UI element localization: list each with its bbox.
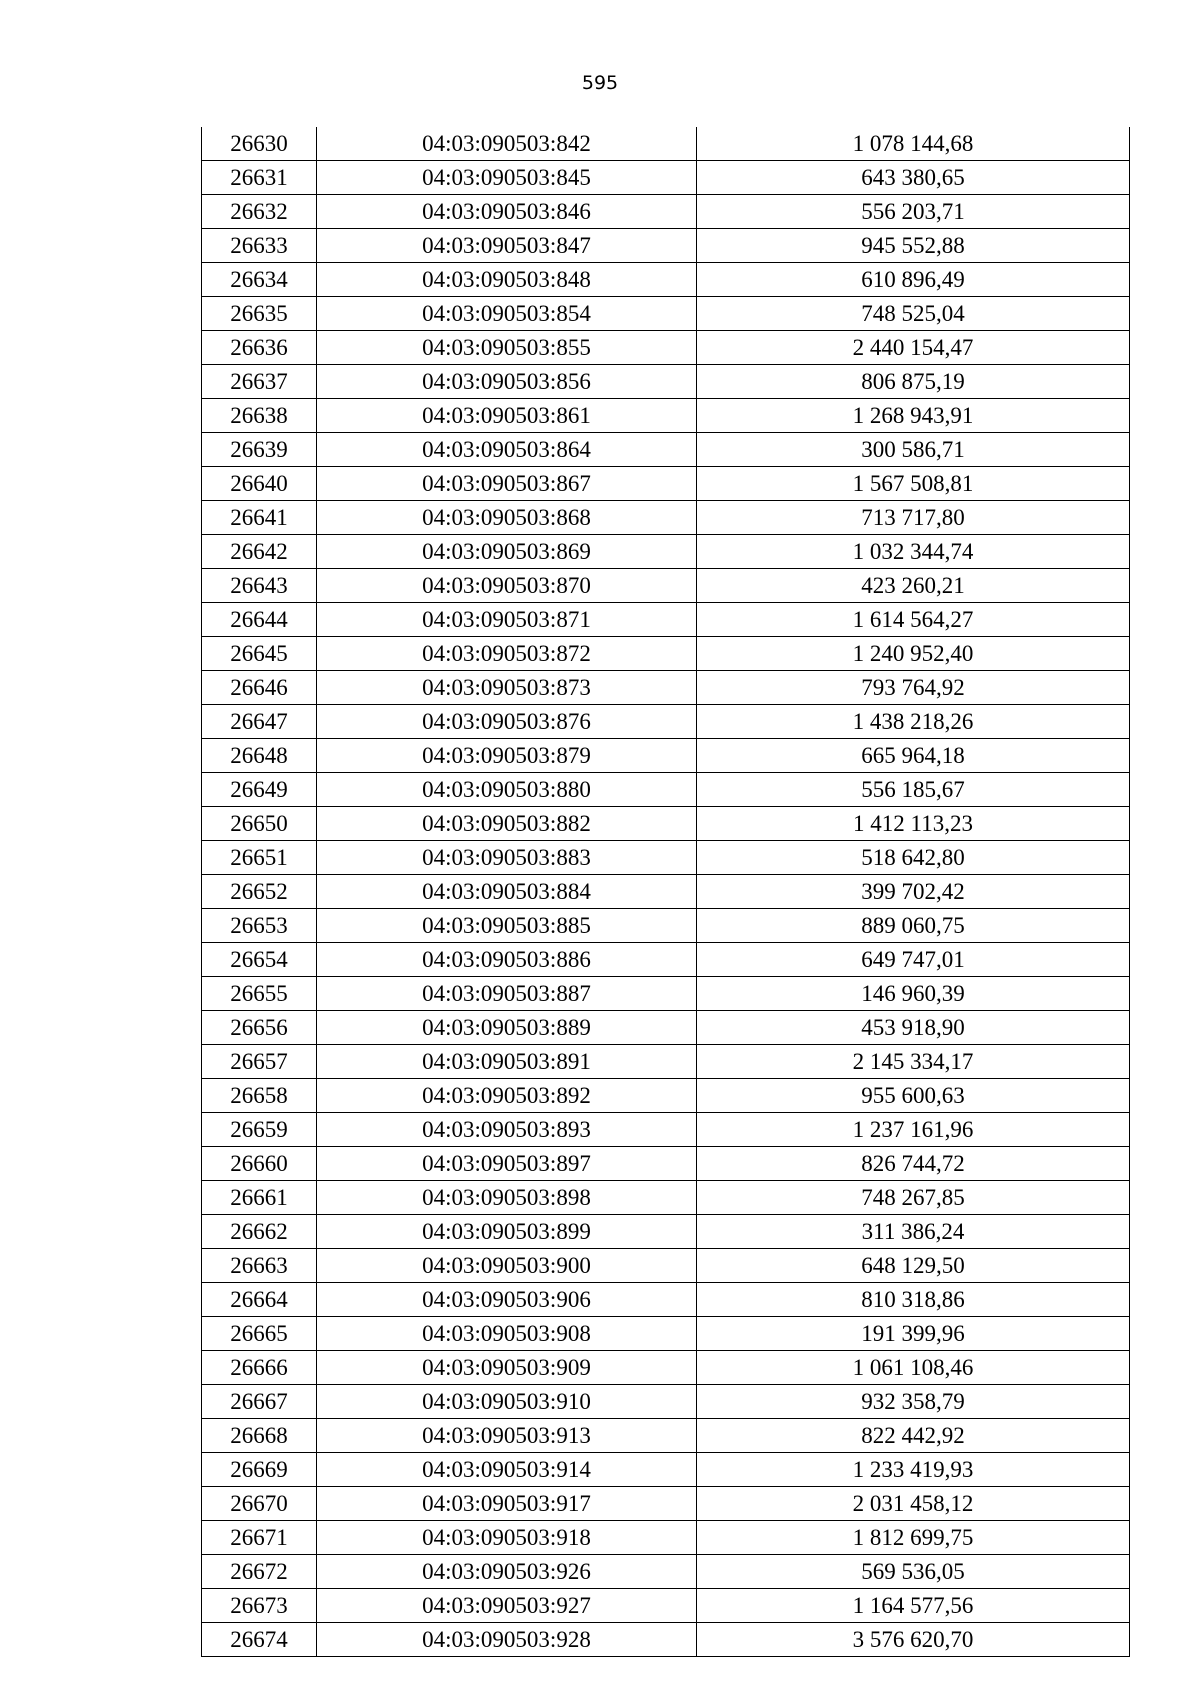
- table-row: [202, 773, 1130, 807]
- table-row: [202, 875, 1130, 909]
- cadastral-number-cell: 04:03:090503:918: [317, 1521, 697, 1555]
- cadastral-value-cell: 3 576 620,70: [697, 1623, 1130, 1657]
- row-number-cell: 26638: [202, 399, 317, 433]
- table-row: [202, 1487, 1130, 1521]
- cadastral-value-cell: 713 717,80: [697, 501, 1130, 535]
- table-row: [202, 943, 1130, 977]
- table-row: [202, 739, 1130, 773]
- cadastral-value-cell: 748 267,85: [697, 1181, 1130, 1215]
- cadastral-number-cell: 04:03:090503:864: [317, 433, 697, 467]
- row-number-cell: 26636: [202, 331, 317, 365]
- row-number-cell: 26641: [202, 501, 317, 535]
- cadastral-number-cell: 04:03:090503:883: [317, 841, 697, 875]
- table-row: [202, 1555, 1130, 1589]
- table-row: [202, 1589, 1130, 1623]
- cadastral-value-cell: 649 747,01: [697, 943, 1130, 977]
- row-number-cell: 26666: [202, 1351, 317, 1385]
- cadastral-value-cell: 806 875,19: [697, 365, 1130, 399]
- row-number-cell: 26635: [202, 297, 317, 331]
- row-number-cell: 26639: [202, 433, 317, 467]
- cadastral-value-cell: 1 078 144,68: [697, 127, 1130, 161]
- cadastral-value-cell: 556 203,71: [697, 195, 1130, 229]
- row-number-cell: 26634: [202, 263, 317, 297]
- row-number-cell: 26659: [202, 1113, 317, 1147]
- cadastral-number-cell: 04:03:090503:872: [317, 637, 697, 671]
- cadastral-number-cell: 04:03:090503:917: [317, 1487, 697, 1521]
- cadastral-number-cell: 04:03:090503:880: [317, 773, 697, 807]
- cadastral-value-cell: 826 744,72: [697, 1147, 1130, 1181]
- table-row: [202, 909, 1130, 943]
- table-row: [202, 1079, 1130, 1113]
- table-row: [202, 399, 1130, 433]
- table-row: [202, 433, 1130, 467]
- cadastral-value-cell: 1 237 161,96: [697, 1113, 1130, 1147]
- table-row: [202, 195, 1130, 229]
- cadastral-number-cell: 04:03:090503:897: [317, 1147, 697, 1181]
- cadastral-number-cell: 04:03:090503:879: [317, 739, 697, 773]
- row-number-cell: 26654: [202, 943, 317, 977]
- cadastral-number-cell: 04:03:090503:898: [317, 1181, 697, 1215]
- cadastral-value-cell: 1 268 943,91: [697, 399, 1130, 433]
- cadastral-value-cell: 2 440 154,47: [697, 331, 1130, 365]
- cadastral-number-cell: 04:03:090503:900: [317, 1249, 697, 1283]
- table-row: [202, 331, 1130, 365]
- table-row: [202, 977, 1130, 1011]
- cadastral-number-cell: 04:03:090503:884: [317, 875, 697, 909]
- cadastral-value-cell: 1 812 699,75: [697, 1521, 1130, 1555]
- cadastral-value-cell: 610 896,49: [697, 263, 1130, 297]
- cadastral-value-cell: 810 318,86: [697, 1283, 1130, 1317]
- cadastral-number-cell: 04:03:090503:906: [317, 1283, 697, 1317]
- cadastral-value-cell: 665 964,18: [697, 739, 1130, 773]
- cadastral-number-cell: 04:03:090503:882: [317, 807, 697, 841]
- table-row: [202, 807, 1130, 841]
- cadastral-number-cell: 04:03:090503:886: [317, 943, 697, 977]
- row-number-cell: 26667: [202, 1385, 317, 1419]
- row-number-cell: 26664: [202, 1283, 317, 1317]
- cadastral-value-cell: 191 399,96: [697, 1317, 1130, 1351]
- row-number-cell: 26650: [202, 807, 317, 841]
- table-row: [202, 1249, 1130, 1283]
- row-number-cell: 26658: [202, 1079, 317, 1113]
- table-row: [202, 569, 1130, 603]
- table-row: [202, 467, 1130, 501]
- row-number-cell: 26669: [202, 1453, 317, 1487]
- row-number-cell: 26632: [202, 195, 317, 229]
- cadastral-value-cell: 453 918,90: [697, 1011, 1130, 1045]
- table-row: [202, 1521, 1130, 1555]
- cadastral-value-cell: 2 145 334,17: [697, 1045, 1130, 1079]
- row-number-cell: 26633: [202, 229, 317, 263]
- cadastral-number-cell: 04:03:090503:870: [317, 569, 697, 603]
- cadastral-number-cell: 04:03:090503:854: [317, 297, 697, 331]
- table-row: [202, 1045, 1130, 1079]
- cadastral-number-cell: 04:03:090503:855: [317, 331, 697, 365]
- table-row: [202, 1419, 1130, 1453]
- row-number-cell: 26662: [202, 1215, 317, 1249]
- table-row: [202, 705, 1130, 739]
- cadastral-value-table: [201, 127, 1130, 1657]
- cadastral-value-cell: 518 642,80: [697, 841, 1130, 875]
- row-number-cell: 26644: [202, 603, 317, 637]
- cadastral-number-cell: 04:03:090503:856: [317, 365, 697, 399]
- cadastral-number-cell: 04:03:090503:876: [317, 705, 697, 739]
- cadastral-number-cell: 04:03:090503:889: [317, 1011, 697, 1045]
- cadastral-value-cell: 955 600,63: [697, 1079, 1130, 1113]
- cadastral-value-cell: 146 960,39: [697, 977, 1130, 1011]
- cadastral-number-cell: 04:03:090503:861: [317, 399, 697, 433]
- table-row: [202, 603, 1130, 637]
- cadastral-number-cell: 04:03:090503:848: [317, 263, 697, 297]
- table-row: [202, 1385, 1130, 1419]
- row-number-cell: 26656: [202, 1011, 317, 1045]
- cadastral-value-cell: 748 525,04: [697, 297, 1130, 331]
- cadastral-value-cell: 648 129,50: [697, 1249, 1130, 1283]
- row-number-cell: 26665: [202, 1317, 317, 1351]
- table-row: [202, 263, 1130, 297]
- row-number-cell: 26630: [202, 127, 317, 161]
- cadastral-number-cell: 04:03:090503:910: [317, 1385, 697, 1419]
- row-number-cell: 26645: [202, 637, 317, 671]
- cadastral-value-cell: 399 702,42: [697, 875, 1130, 909]
- cadastral-number-cell: 04:03:090503:842: [317, 127, 697, 161]
- cadastral-number-cell: 04:03:090503:869: [317, 535, 697, 569]
- table-row: [202, 671, 1130, 705]
- cadastral-number-cell: 04:03:090503:867: [317, 467, 697, 501]
- row-number-cell: 26671: [202, 1521, 317, 1555]
- cadastral-number-cell: 04:03:090503:893: [317, 1113, 697, 1147]
- cadastral-number-cell: 04:03:090503:899: [317, 1215, 697, 1249]
- row-number-cell: 26653: [202, 909, 317, 943]
- cadastral-value-cell: 423 260,21: [697, 569, 1130, 603]
- row-number-cell: 26643: [202, 569, 317, 603]
- cadastral-value-cell: 1 412 113,23: [697, 807, 1130, 841]
- row-number-cell: 26631: [202, 161, 317, 195]
- table-row: [202, 841, 1130, 875]
- row-number-cell: 26661: [202, 1181, 317, 1215]
- cadastral-number-cell: 04:03:090503:887: [317, 977, 697, 1011]
- cadastral-number-cell: 04:03:090503:908: [317, 1317, 697, 1351]
- row-number-cell: 26637: [202, 365, 317, 399]
- cadastral-value-cell: 1 614 564,27: [697, 603, 1130, 637]
- cadastral-value-cell: 822 442,92: [697, 1419, 1130, 1453]
- cadastral-number-cell: 04:03:090503:871: [317, 603, 697, 637]
- cadastral-number-cell: 04:03:090503:914: [317, 1453, 697, 1487]
- cadastral-number-cell: 04:03:090503:927: [317, 1589, 697, 1623]
- cadastral-number-cell: 04:03:090503:891: [317, 1045, 697, 1079]
- cadastral-number-cell: 04:03:090503:892: [317, 1079, 697, 1113]
- table-row: [202, 1147, 1130, 1181]
- cadastral-value-cell: 569 536,05: [697, 1555, 1130, 1589]
- cadastral-number-cell: 04:03:090503:928: [317, 1623, 697, 1657]
- row-number-cell: 26670: [202, 1487, 317, 1521]
- cadastral-number-cell: 04:03:090503:873: [317, 671, 697, 705]
- row-number-cell: 26649: [202, 773, 317, 807]
- table-body: [202, 127, 1130, 1657]
- row-number-cell: 26660: [202, 1147, 317, 1181]
- table-row: [202, 229, 1130, 263]
- table-row: [202, 1181, 1130, 1215]
- cadastral-value-cell: 1 164 577,56: [697, 1589, 1130, 1623]
- cadastral-value-cell: 889 060,75: [697, 909, 1130, 943]
- row-number-cell: 26672: [202, 1555, 317, 1589]
- row-number-cell: 26655: [202, 977, 317, 1011]
- row-number-cell: 26673: [202, 1589, 317, 1623]
- table-row: [202, 1453, 1130, 1487]
- cadastral-value-cell: 1 438 218,26: [697, 705, 1130, 739]
- row-number-cell: 26651: [202, 841, 317, 875]
- table-row: [202, 501, 1130, 535]
- row-number-cell: 26642: [202, 535, 317, 569]
- row-number-cell: 26646: [202, 671, 317, 705]
- table-row: [202, 1623, 1130, 1657]
- cadastral-value-cell: 1 567 508,81: [697, 467, 1130, 501]
- row-number-cell: 26647: [202, 705, 317, 739]
- cadastral-value-cell: 300 586,71: [697, 433, 1130, 467]
- row-number-cell: 26652: [202, 875, 317, 909]
- table-row: [202, 535, 1130, 569]
- cadastral-number-cell: 04:03:090503:913: [317, 1419, 697, 1453]
- cadastral-value-cell: 932 358,79: [697, 1385, 1130, 1419]
- cadastral-value-cell: 311 386,24: [697, 1215, 1130, 1249]
- cadastral-number-cell: 04:03:090503:845: [317, 161, 697, 195]
- table-row: [202, 1351, 1130, 1385]
- table-row: [202, 127, 1130, 161]
- cadastral-number-cell: 04:03:090503:885: [317, 909, 697, 943]
- page-number: 595: [581, 72, 619, 94]
- row-number-cell: 26648: [202, 739, 317, 773]
- cadastral-value-cell: 1 240 952,40: [697, 637, 1130, 671]
- row-number-cell: 26674: [202, 1623, 317, 1657]
- cadastral-value-cell: 945 552,88: [697, 229, 1130, 263]
- table-row: [202, 1283, 1130, 1317]
- row-number-cell: 26668: [202, 1419, 317, 1453]
- cadastral-number-cell: 04:03:090503:909: [317, 1351, 697, 1385]
- table-row: [202, 161, 1130, 195]
- cadastral-value-cell: 1 032 344,74: [697, 535, 1130, 569]
- cadastral-number-cell: 04:03:090503:926: [317, 1555, 697, 1589]
- row-number-cell: 26663: [202, 1249, 317, 1283]
- table-row: [202, 297, 1130, 331]
- cadastral-value-cell: 643 380,65: [697, 161, 1130, 195]
- cadastral-value-cell: 1 233 419,93: [697, 1453, 1130, 1487]
- table-row: [202, 1317, 1130, 1351]
- table-row: [202, 1215, 1130, 1249]
- cadastral-value-cell: 793 764,92: [697, 671, 1130, 705]
- table-row: [202, 365, 1130, 399]
- table-row: [202, 1011, 1130, 1045]
- cadastral-value-cell: 1 061 108,46: [697, 1351, 1130, 1385]
- table-row: [202, 637, 1130, 671]
- cadastral-number-cell: 04:03:090503:868: [317, 501, 697, 535]
- row-number-cell: 26640: [202, 467, 317, 501]
- table-row: [202, 1113, 1130, 1147]
- cadastral-number-cell: 04:03:090503:847: [317, 229, 697, 263]
- cadastral-value-cell: 2 031 458,12: [697, 1487, 1130, 1521]
- row-number-cell: 26657: [202, 1045, 317, 1079]
- cadastral-number-cell: 04:03:090503:846: [317, 195, 697, 229]
- cadastral-value-cell: 556 185,67: [697, 773, 1130, 807]
